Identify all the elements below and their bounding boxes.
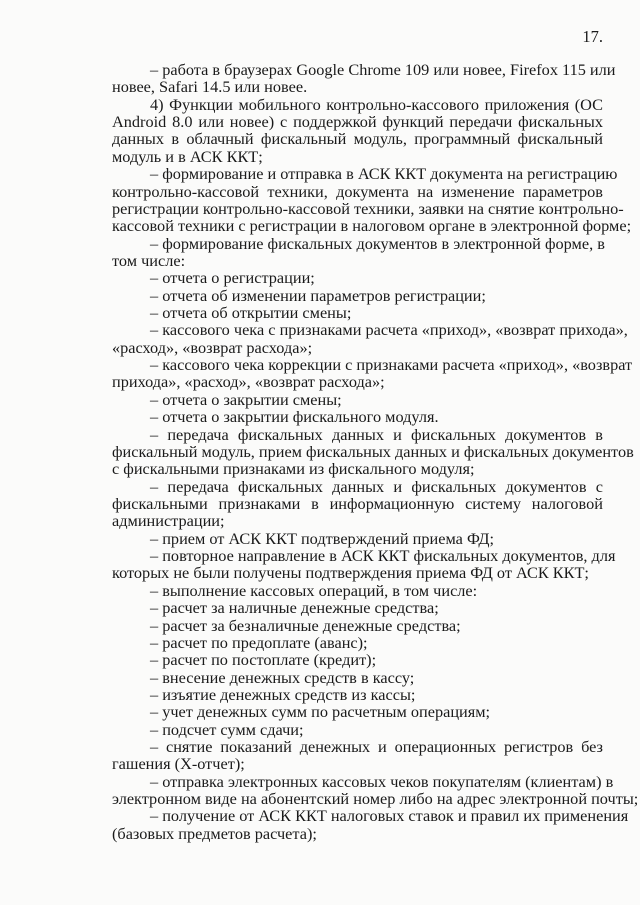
text-line: кассовой техники с регистрации в налоговом органе в электронной форме; <box>112 216 632 236</box>
paragraph <box>112 599 603 616</box>
text-line: с фискальными признаками из фискального модуля; <box>112 459 475 479</box>
text-line: которых не были получены подтверждения приема ФД от АСК ККТ; <box>112 563 589 583</box>
text-line: регистрации контрольно-кассовой техники, заявки на снятие контрольно- <box>112 198 624 218</box>
text-line: – изъятие денежных средств из кассы; <box>150 684 416 704</box>
paragraph <box>112 424 634 479</box>
paragraph <box>112 721 603 738</box>
text-line: – формирование фискальных документов в электронной форме, в <box>150 233 605 253</box>
paragraph <box>112 546 616 583</box>
text-line: – формирование и отправка в АСК ККТ документа на регистрацию <box>150 164 618 184</box>
paragraph <box>112 617 603 634</box>
text-line: контрольно-кассовой техники, документа на изменение параметров <box>112 181 603 201</box>
paragraph <box>112 408 603 425</box>
paragraph <box>112 96 603 165</box>
text-line: – учет денежных сумм по расчетным операциям; <box>150 702 491 722</box>
text-line: прихода», «расход», «возврат расхода»; <box>112 372 385 392</box>
paragraph <box>112 738 603 773</box>
text-line: – отправка электронных кассовых чеков покупателям (клиентам) в <box>150 771 614 791</box>
text-line: – отчета об открытии смены; <box>150 303 352 323</box>
text-line: – прием от АСК ККТ подтверждений приема ФД; <box>150 528 495 548</box>
paragraph <box>112 304 603 321</box>
text-line: – передача фискальных данных и фискальных документов с <box>150 476 603 496</box>
paragraph <box>112 582 603 599</box>
text-line: – отчета о регистрации; <box>150 268 315 288</box>
paragraph <box>112 164 632 236</box>
text-line: данных в облачный фискальный модуль, программный фискальный <box>112 129 603 149</box>
paragraph <box>112 806 629 843</box>
paragraph <box>112 60 616 97</box>
text-line: администрации; <box>112 511 225 531</box>
text-line: электронном виде на абонентский номер либо на адрес электронной почты; <box>112 789 639 809</box>
text-line: – снятие показаний денежных и операционных регистров без <box>150 737 603 757</box>
text-line: – кассового чека с признаками расчета «приход», «возврат прихода», <box>150 320 628 340</box>
text-line: фискальными признаками в информационную систему налоговой <box>112 493 603 513</box>
paragraph <box>112 634 603 651</box>
paragraph <box>112 651 603 668</box>
text-line: – отчета об изменении параметров регистрации; <box>150 285 486 305</box>
paragraph <box>112 269 603 286</box>
paragraph <box>112 771 639 809</box>
paragraph <box>112 686 603 703</box>
document-body <box>112 60 639 843</box>
paragraph <box>112 235 603 270</box>
text-line: 4) Функции мобильного контрольно-кассового приложения (ОС <box>150 94 603 114</box>
text-line: – передача фискальных данных и фискальных документов в <box>150 424 603 444</box>
text-line: – расчет по постоплате (кредит); <box>150 650 377 670</box>
paragraph <box>112 320 628 357</box>
text-line: – отчета о закрытии фискального модуля. <box>150 407 439 427</box>
text-line: «расход», «возврат расхода»; <box>112 337 313 357</box>
text-line: – выполнение кассовых операций, в том числе: <box>150 580 478 600</box>
paragraph <box>112 669 603 686</box>
text-line: фискальный модуль, прием фискальных данных и фискальных документов <box>112 441 634 461</box>
text-line: – внесение денежных средств в кассу; <box>150 667 415 687</box>
text-line: – расчет за наличные денежные средства; <box>150 598 439 618</box>
text-line: (базовых предметов расчета); <box>112 823 317 843</box>
text-line: Android 8.0 или новее) с поддержкой функций передачи фискальных <box>112 112 603 132</box>
paragraph <box>112 355 633 392</box>
text-line: – повторное направление в АСК ККТ фискальных документов, для <box>150 546 616 566</box>
paragraph <box>112 530 603 547</box>
paragraph <box>112 478 603 530</box>
text-line: – расчет по предоплате (аванс); <box>150 632 368 652</box>
text-line: – расчет за безналичные денежные средства; <box>150 615 461 635</box>
text-line: – кассового чека коррекции с признаками расчета «приход», «возврат <box>150 355 633 375</box>
text-line: модуль и в АСК ККТ; <box>112 146 263 166</box>
text-line: – отчета о закрытии смены; <box>150 389 342 409</box>
paragraph <box>112 703 603 720</box>
text-line: том числе: <box>112 250 186 270</box>
text-line: – работа в браузерах Google Chrome 109 или новее, Firefox 115 или <box>150 60 616 79</box>
text-line: новее, Safari 14.5 или новее. <box>112 77 308 97</box>
paragraph <box>112 287 603 304</box>
text-line: – подсчет сумм сдачи; <box>150 719 304 739</box>
page-number: 17. <box>582 27 603 46</box>
text-line: гашения (X-отчет); <box>112 754 245 774</box>
text-line: – получение от АСК ККТ налоговых ставок и правил их применения <box>150 806 629 826</box>
paragraph <box>112 391 603 408</box>
